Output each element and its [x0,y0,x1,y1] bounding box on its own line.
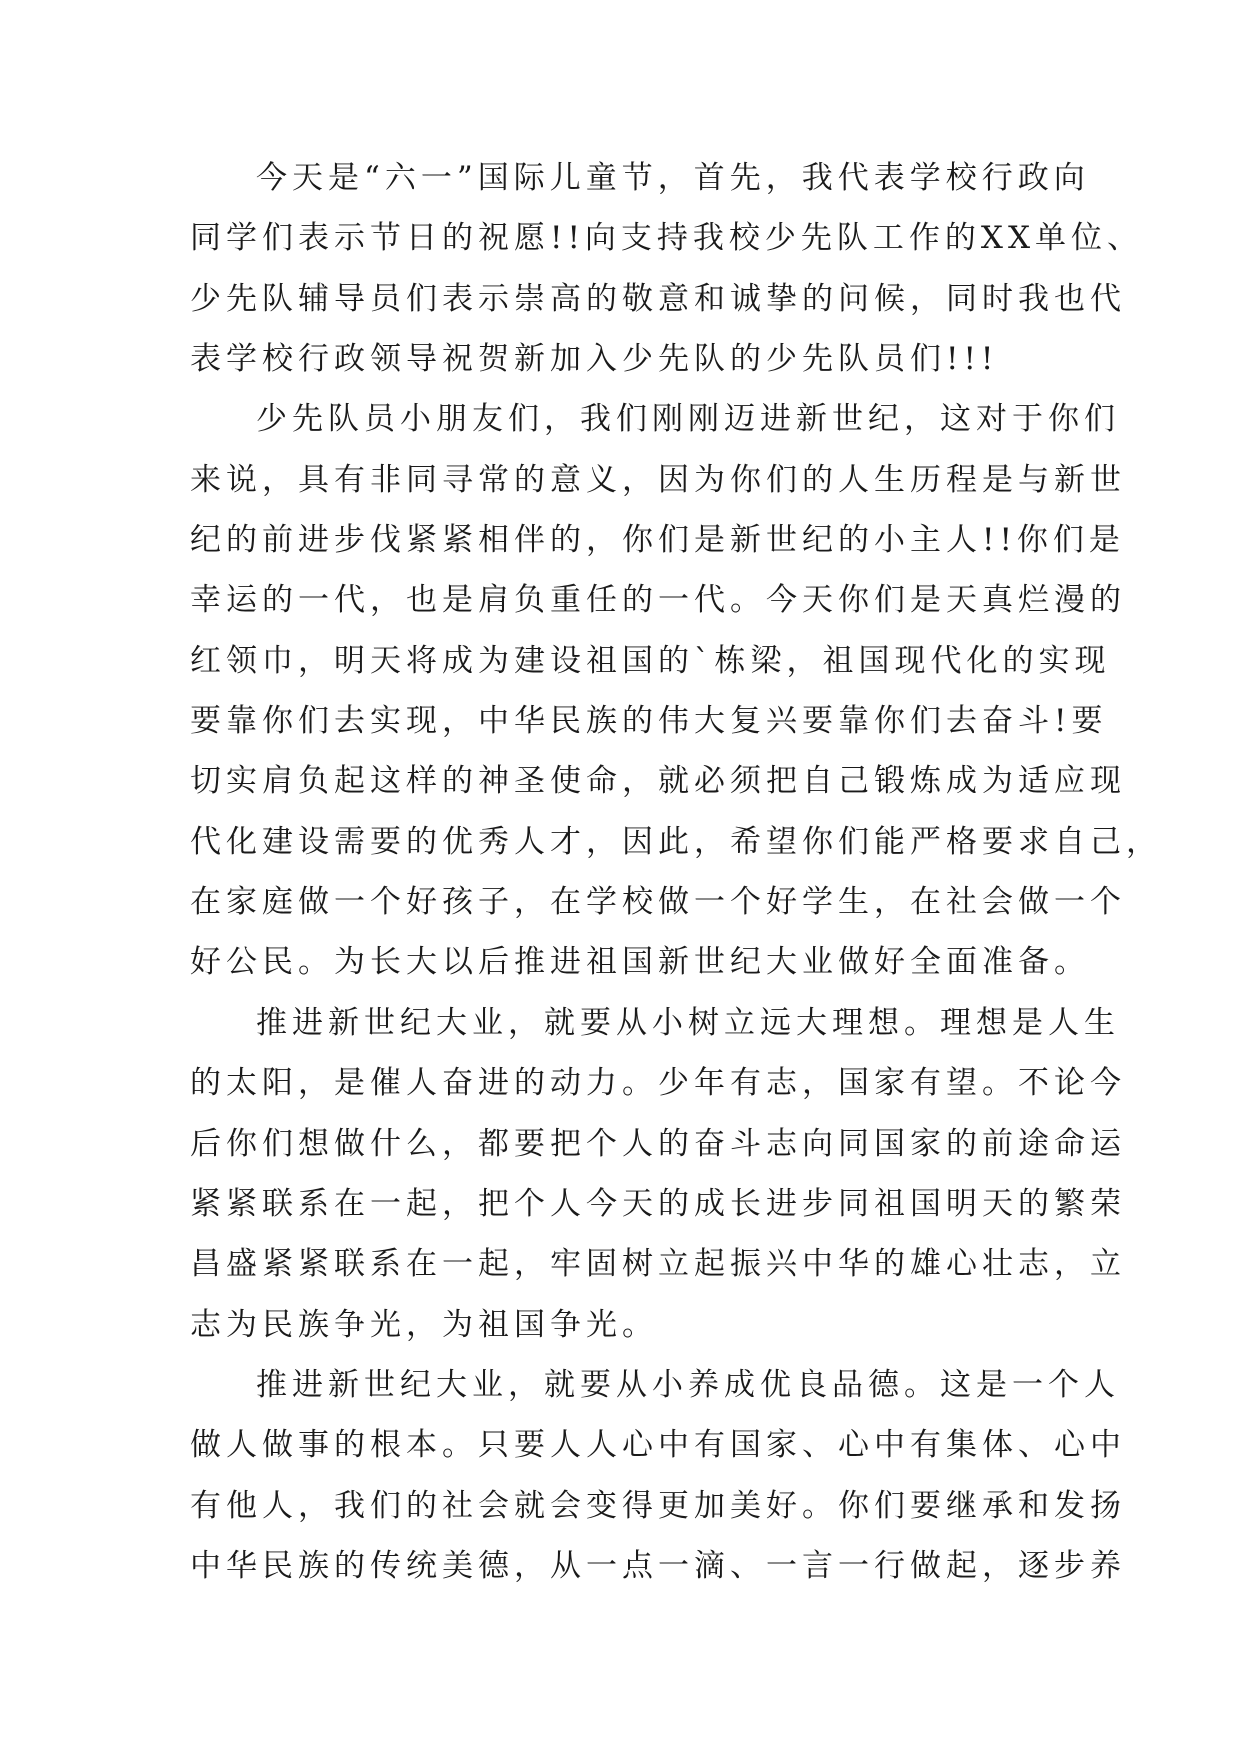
paragraph-2-line-2: 来说，具有非同寻常的意义，因为你们的人生历程是与新世 [190,461,1126,498]
paragraph-3-line-4: 紧紧联系在一起，把个人今天的成长进步同祖国明天的繁荣 [190,1185,1126,1222]
paragraph-1-line-2: 同学们表示节日的祝愿!!向支持我校少先队工作的XX单位、 [190,220,1144,257]
paragraph-4-line-3: 有他人，我们的社会就会变得更加美好。你们要继承和发扬 [190,1487,1126,1524]
paragraph-2-line-1: 少先队员小朋友们，我们刚刚迈进新世纪，这对于你们 [256,401,1120,438]
speech-body [190,148,1162,1596]
paragraph-2-line-7: 切实肩负起这样的神圣使命，就必须把自己锻炼成为适应现 [190,763,1126,800]
paragraph-3-line-3: 后你们想做什么，都要把个人的奋斗志向同国家的前途命运 [190,1125,1126,1162]
paragraph-3-line-1: 推进新世纪大业，就要从小树立远大理想。理想是人生 [256,1004,1120,1041]
paragraph-2-line-4: 幸运的一代，也是肩负重任的一代。今天你们是天真烂漫的 [190,582,1126,619]
paragraph-1-line-4: 表学校行政领导祝贺新加入少先队的少先队员们!!! [190,341,999,378]
paragraph-1-line-3: 少先队辅导员们表示崇高的敬意和诚挚的问候，同时我也代 [190,280,1126,317]
paragraph-2-line-9: 在家庭做一个好孩子，在学校做一个好学生，在社会做一个 [190,884,1126,921]
paragraph-2-line-3: 纪的前进步伐紧紧相伴的，你们是新世纪的小主人!!你们是 [190,522,1125,559]
paragraph-3-line-5: 昌盛紧紧联系在一起，牢固树立起振兴中华的雄心壮志，立 [190,1246,1126,1283]
paragraph-2-line-8: 代化建设需要的优秀人才，因此，希望你们能严格要求自己， [190,823,1162,860]
paragraph-4-line-4: 中华民族的传统美德，从一点一滴、一言一行做起，逐步养 [190,1547,1126,1584]
paragraph-4-line-1: 推进新世纪大业，就要从小养成优良品德。这是一个人 [256,1366,1120,1403]
paragraph-4-line-2: 做人做事的根本。只要人人心中有国家、心中有集体、心中 [190,1427,1126,1464]
paragraph-3-line-6: 志为民族争光，为祖国争光。 [190,1306,658,1343]
paragraph-3-line-2: 的太阳，是催人奋进的动力。少年有志，国家有望。不论今 [190,1065,1126,1102]
paragraph-2-line-10: 好公民。为长大以后推进祖国新世纪大业做好全面准备。 [190,944,1090,981]
paragraph-2-line-6: 要靠你们去实现，中华民族的伟大复兴要靠你们去奋斗!要 [190,703,1108,740]
paragraph-1-line-1: 今天是“六一”国际儿童节，首先，我代表学校行政向 [256,160,1090,196]
paragraph-2-line-5: 红领巾，明天将成为建设祖国的`栋梁，祖国现代化的实现 [190,642,1111,679]
